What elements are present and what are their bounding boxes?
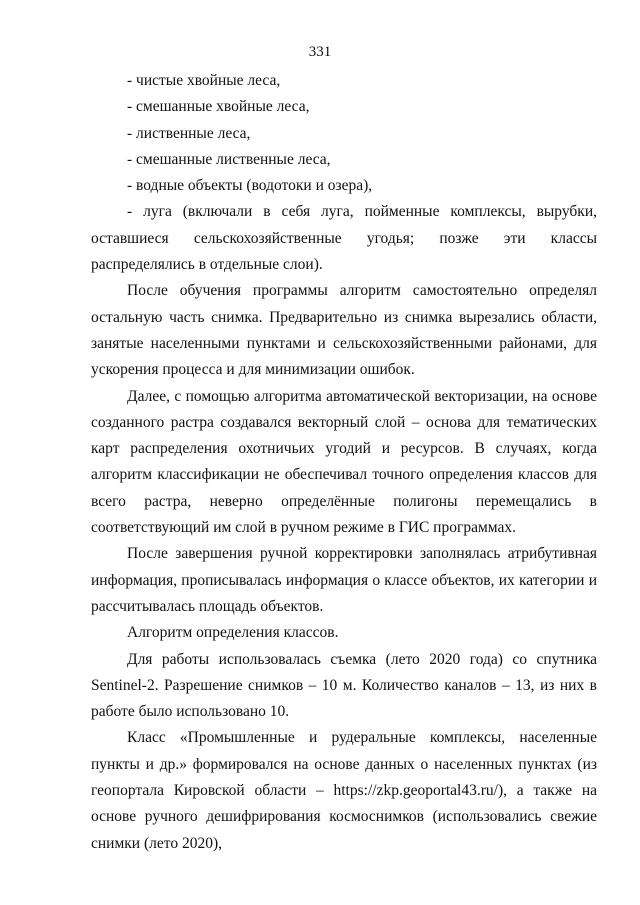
paragraph-industrial-class: Класс «Промышленные и рудеральные комплексы, населенные пункты и др.» формировался на основе данных о населенных пунктах (из геопортала Кировской области – https://zkp.geoportal43.ru/), а также на основе ручного дешифрирования космоснимков (использовались свежие снимки (лето 2020),: [91, 729, 597, 852]
paragraph-algorithm-heading: Алгоритм определения классов.: [127, 624, 339, 642]
list-item: - чистые хвойные леса,: [127, 72, 281, 89]
paragraph-training: После обучения программы алгоритм самостоятельно определял остальную часть снимка. Предварительно из снимка вырезались области, занятые населенными пунктами и сельскохозяйственными районами, для ускорения процесса и для минимизации ошибок.: [91, 282, 597, 379]
list-item: - водные объекты (водотоки и озера),: [127, 177, 373, 195]
paragraph-sentinel: Для работы использовалась съемка (лето 2020 года) со спутника Sentinel-2. Разрешение снимков – 10 м. Количество каналов – 13, из них в работе было использовано 10.: [91, 650, 597, 721]
paragraph-meadows: - луга (включали в себя луга, пойменные комплексы, вырубки, оставшиеся сельскохозяйственные угодья; позже эти классы распределялись в отдельные слои).: [91, 203, 597, 274]
list-item: - смешанные хвойные леса,: [127, 98, 310, 116]
list-item: - лиственные леса,: [127, 124, 251, 142]
paragraph-correction: После завершения ручной корректировки заполнялась атрибутивная информация, прописывалась информация о классе объектов, их категории и рассчитывалась площадь объектов.: [91, 545, 597, 615]
list-item: - смешанные лиственные леса,: [127, 150, 331, 168]
page-body: [91, 68, 597, 857]
page-number: 331: [308, 44, 332, 60]
paragraph-vectorization: Далее, с помощью алгоритма автоматической векторизации, на основе созданного растра создавался векторный слой – основа для тематических карт распределения охотничьих угодий и ресурсов. В случаях, когда алгоритм классификации не обеспечивал точного определения классов для всего растра, неверно определённые полигоны перемещались в соответствующий им слой в ручном режиме в ГИС программах.: [91, 387, 597, 537]
